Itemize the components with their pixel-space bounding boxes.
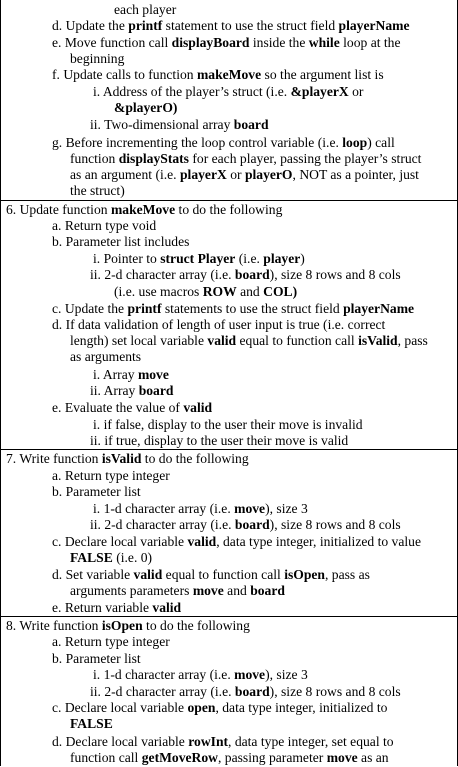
bold-term: valid <box>207 333 237 348</box>
text-run: i. 1-d character array (i.e. <box>93 667 235 682</box>
bold-term: COL) <box>263 284 298 299</box>
bold-term: playerName <box>338 18 410 33</box>
bold-term: &playerO) <box>114 100 178 115</box>
bold-term: struct Player <box>160 251 236 266</box>
text-run: to do the following <box>175 202 283 217</box>
text-run: and <box>223 583 251 598</box>
text-run: ii. Array <box>90 383 139 398</box>
text-run: as arguments <box>70 349 142 364</box>
text-run: e. Return variable <box>52 600 153 615</box>
text-line <box>70 167 419 184</box>
bold-term: valid <box>152 600 182 615</box>
text-line <box>93 367 169 384</box>
text-run: , data type integer, initialized to value <box>216 534 421 549</box>
text-run: i. if false, display to the user their move is invalid <box>93 417 363 432</box>
text-run: b. Parameter list includes <box>52 234 190 249</box>
text-run: to do the following <box>142 618 250 633</box>
bold-term: move <box>137 367 169 382</box>
text-line <box>70 151 421 168</box>
text-run: ), size 8 rows and 8 cols <box>269 684 401 699</box>
bold-term: ROW <box>202 284 237 299</box>
text-run: length) set local variable <box>70 333 208 348</box>
text-line <box>52 651 141 668</box>
text-run: statement to use the struct field <box>162 18 339 33</box>
bold-term: rowInt <box>188 734 229 749</box>
bold-term: while <box>308 35 340 50</box>
text-run: c. Update the <box>52 301 128 316</box>
text-run: e. Evaluate the value of <box>52 400 184 415</box>
text-run: f. Update calls to function <box>52 67 197 82</box>
text-line <box>93 501 308 518</box>
text-run: d. Update the <box>52 18 129 33</box>
text-run: ) <box>300 251 305 266</box>
bold-term: FALSE <box>70 716 113 731</box>
bold-term: valid <box>183 400 213 415</box>
bold-term: loop <box>342 135 368 150</box>
text-line <box>70 750 389 767</box>
text-run: ) call <box>367 135 395 150</box>
text-run: equal to function call <box>162 567 285 582</box>
text-run: i. Address of the player’s struct (i.e. <box>93 84 291 99</box>
text-line <box>93 667 308 684</box>
text-run: , data type integer, set equal to <box>228 734 394 749</box>
text-run: , NOT as a pointer, just <box>292 167 419 182</box>
bold-term: valid <box>187 534 217 549</box>
bold-term: board <box>234 267 270 282</box>
text-line <box>6 618 250 635</box>
text-line <box>114 100 177 117</box>
text-line <box>90 433 348 450</box>
bold-term: getMoveRow <box>141 750 218 765</box>
bold-term: isOpen <box>101 618 143 633</box>
text-run: inside the <box>249 35 309 50</box>
text-run: loop at the <box>339 35 401 50</box>
text-run: , pass <box>397 333 428 348</box>
text-run: ii. 2-d character array (i.e. <box>90 267 235 282</box>
bold-term: move <box>234 667 266 682</box>
text-line <box>90 267 401 284</box>
text-run: 7. Write function <box>6 451 102 466</box>
text-run: statements to use the struct field <box>161 301 344 316</box>
text-run: , data type integer, initialized to <box>215 700 388 715</box>
text-run: so the argument list is <box>261 67 384 82</box>
text-run: as an argument (i.e. <box>70 167 180 182</box>
bold-term: printf <box>127 301 162 316</box>
text-line <box>52 67 384 84</box>
bold-term: playerO <box>244 167 293 182</box>
text-run: to do the following <box>141 451 249 466</box>
text-line <box>52 35 401 52</box>
text-line <box>52 484 141 501</box>
text-run: b. Parameter list <box>52 484 141 499</box>
text-run: ii. if true, display to the user their move is valid <box>90 433 349 448</box>
text-run: e. Move function call <box>52 35 172 50</box>
text-run: g. Before incrementing the loop control variable (i.e. <box>52 135 343 150</box>
bold-term: board <box>250 583 285 598</box>
text-run: ), size 3 <box>265 501 308 516</box>
text-line <box>52 734 394 751</box>
text-run: , passing parameter <box>217 750 327 765</box>
text-run: c. Declare local variable <box>52 700 188 715</box>
text-run: 8. Write function <box>6 618 102 633</box>
text-line <box>93 84 363 101</box>
text-run: the struct) <box>70 183 125 198</box>
text-run: d. Declare local variable <box>52 734 189 749</box>
bold-term: board <box>234 517 270 532</box>
text-line <box>90 117 269 134</box>
text-run: 6. Update function <box>6 202 111 217</box>
text-line <box>52 534 421 551</box>
text-line <box>6 451 249 468</box>
bold-term: board <box>233 117 269 132</box>
text-line <box>52 218 156 235</box>
bold-term: isOpen <box>284 567 325 582</box>
text-run: a. Return type integer <box>52 468 170 483</box>
text-run: ), size 8 rows and 8 cols <box>269 267 401 282</box>
text-run: c. Declare local variable <box>52 534 188 549</box>
text-run: ii. 2-d character array (i.e. <box>90 517 235 532</box>
text-line <box>52 468 170 485</box>
text-line <box>6 202 282 219</box>
text-run: and <box>236 284 264 299</box>
text-line <box>114 284 297 301</box>
bold-term: move <box>234 501 266 516</box>
bold-term: player <box>263 251 301 266</box>
text-run: each player <box>114 2 177 17</box>
text-line <box>70 716 113 733</box>
bold-term: move <box>326 750 358 765</box>
text-run: (i.e. <box>235 251 264 266</box>
text-line <box>52 234 189 251</box>
text-run: i. Array <box>93 367 138 382</box>
text-line <box>70 583 285 600</box>
text-run: ), size 8 rows and 8 cols <box>269 517 401 532</box>
text-line <box>70 51 124 68</box>
text-line <box>70 550 152 567</box>
bold-term: printf <box>128 18 163 33</box>
text-run: equal to function call <box>236 333 359 348</box>
text-run: function <box>70 151 119 166</box>
bold-term: open <box>187 700 216 715</box>
bold-term: makeMove <box>196 67 262 82</box>
text-line <box>70 349 141 366</box>
text-run: d. Set variable <box>52 567 134 582</box>
text-line <box>52 18 410 35</box>
text-run: (i.e. use macros <box>114 284 203 299</box>
text-line <box>52 634 170 651</box>
bold-term: isValid <box>101 451 142 466</box>
text-run: or <box>348 84 364 99</box>
text-run: beginning <box>70 51 125 66</box>
text-run: a. Return type integer <box>52 634 170 649</box>
text-run: arguments parameters <box>70 583 193 598</box>
text-run: ), size 3 <box>265 667 308 682</box>
text-line <box>52 135 395 152</box>
text-line <box>90 383 173 400</box>
bold-term: isValid <box>358 333 398 348</box>
text-line <box>93 251 305 268</box>
text-run: b. Parameter list <box>52 651 141 666</box>
bold-term: board <box>138 383 174 398</box>
text-run: (i.e. 0) <box>112 550 153 565</box>
bold-term: makeMove <box>110 202 176 217</box>
text-run: ii. 2-d character array (i.e. <box>90 684 235 699</box>
bold-term: &playerX <box>290 84 349 99</box>
text-run: a. Return type void <box>52 218 157 233</box>
text-line <box>52 400 212 417</box>
text-run: ii. Two-dimensional array <box>90 117 234 132</box>
text-run: i. Pointer to <box>93 251 161 266</box>
bold-term: playerName <box>343 301 415 316</box>
text-run: i. 1-d character array (i.e. <box>93 501 235 516</box>
text-run: as an <box>357 750 389 765</box>
bold-term: valid <box>133 567 163 582</box>
text-run: function call <box>70 750 142 765</box>
bold-term: playerX <box>179 167 227 182</box>
bold-term: displayBoard <box>171 35 250 50</box>
text-line <box>114 2 176 19</box>
text-line <box>90 517 401 534</box>
text-line <box>70 333 428 350</box>
text-line <box>70 183 125 200</box>
text-line <box>90 684 401 701</box>
bold-term: move <box>192 583 224 598</box>
text-line <box>52 600 181 617</box>
text-run: or <box>226 167 245 182</box>
bold-term: FALSE <box>70 550 113 565</box>
bold-term: displayStats <box>118 151 189 166</box>
text-run: for each player, passing the player’s struct <box>188 151 422 166</box>
text-run: d. If data validation of length of user input is true (i.e. correct <box>52 317 386 332</box>
text-line <box>52 700 387 717</box>
text-line <box>52 567 370 584</box>
text-run: , pass as <box>325 567 370 582</box>
text-line <box>93 417 363 434</box>
text-line <box>52 317 385 334</box>
bold-term: board <box>234 684 270 699</box>
text-line <box>52 301 414 318</box>
